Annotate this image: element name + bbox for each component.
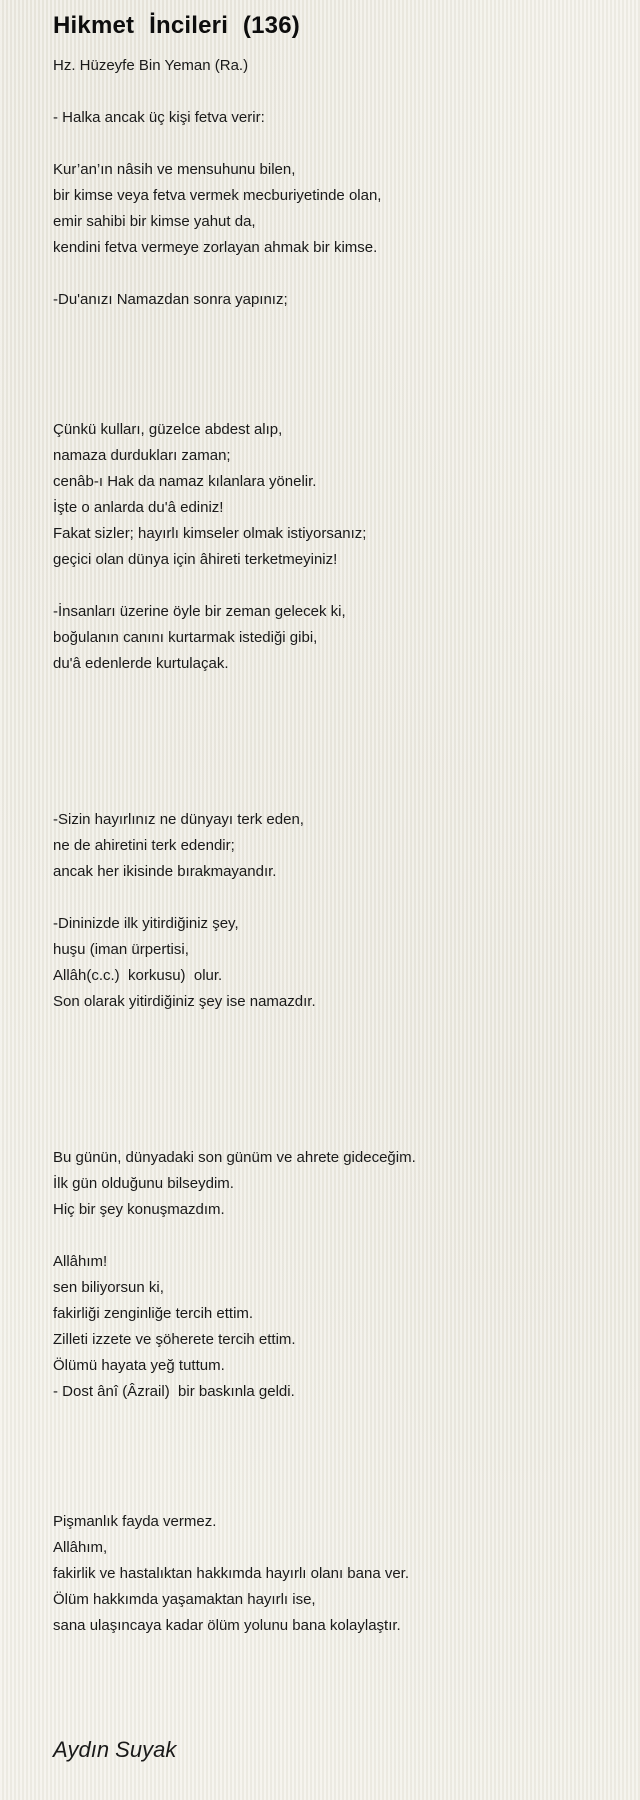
poem-blank-line xyxy=(53,1431,623,1457)
poem-blank-line xyxy=(53,573,623,599)
poem-blank-line xyxy=(53,1119,623,1145)
poem-blank-line xyxy=(53,131,623,157)
poem-title: Hikmet İncileri (136) xyxy=(53,12,300,39)
poem-blank-line xyxy=(53,755,623,781)
poem-line: -Du'anızı Namazdan sonra yapınız; xyxy=(53,291,288,308)
poem-body xyxy=(53,53,623,1639)
poem-line: - Dost ânî (Âzrail) bir baskınla geldi. xyxy=(53,1383,295,1400)
poem-line: İlk gün olduğunu bilseydim. xyxy=(53,1175,234,1192)
poem-blank-line xyxy=(53,729,623,755)
poem-line: Son olarak yitirdiğiniz şey ise namazdır. xyxy=(53,993,316,1010)
poem-line: ne de ahiretini terk edendir; xyxy=(53,837,235,854)
poem-line: -İnsanları üzerine öyle bir zeman gelecek ki, xyxy=(53,603,346,620)
poem-author: Aydın Suyak xyxy=(53,1737,177,1762)
poem-blank-line xyxy=(53,391,623,417)
poem-blank-line xyxy=(53,1093,623,1119)
poem-blank-line xyxy=(53,1067,623,1093)
poem-line: geçici olan dünya için âhireti terketmeyiniz! xyxy=(53,551,338,568)
poem-line: du'â edenlerde kurtulaçak. xyxy=(53,655,229,672)
poem-blank-line xyxy=(53,79,623,105)
poem-line: kendini fetva vermeye zorlayan ahmak bir kimse. xyxy=(53,239,378,256)
poem-line: Zilleti izzete ve şöherete tercih ettim. xyxy=(53,1331,296,1348)
poem-line: fakirliği zenginliğe tercih ettim. xyxy=(53,1305,254,1322)
poem-line: İşte o anlarda du'â ediniz! xyxy=(53,499,224,516)
poem-line: Allâhım! xyxy=(53,1253,108,1270)
poem-blank-line xyxy=(53,1223,623,1249)
poem-line: Bu günün, dünyadaki son günüm ve ahrete gideceğim. xyxy=(53,1149,416,1166)
poem-line: -Sizin hayırlınız ne dünyayı terk eden, xyxy=(53,811,304,828)
poem-line: Ölümü hayata yeğ tuttum. xyxy=(53,1357,225,1374)
poem-blank-line xyxy=(53,885,623,911)
poem-blank-line xyxy=(53,781,623,807)
poem-blank-line xyxy=(53,1457,623,1483)
poem-blank-line xyxy=(53,1483,623,1509)
poem-blank-line xyxy=(53,677,623,703)
poem-line: Fakat sizler; hayırlı kimseler olmak istiyorsanız; xyxy=(53,525,367,542)
poem-blank-line xyxy=(53,1015,623,1041)
poem-blank-line xyxy=(53,339,623,365)
poem-line: ancak her ikisinde bırakmayandır. xyxy=(53,863,277,880)
poem-line: sen biliyorsun ki, xyxy=(53,1279,164,1296)
poem-line: Pişmanlık fayda vermez. xyxy=(53,1513,217,1530)
poem-line: boğulanın canını kurtarmak istediği gibi, xyxy=(53,629,318,646)
poem-line: sana ulaşıncaya kadar ölüm yolunu bana kolaylaştır. xyxy=(53,1617,401,1634)
poem-blank-line xyxy=(53,1041,623,1067)
poem-line: bir kimse veya fetva vermek mecburiyetinde olan, xyxy=(53,187,382,204)
poem-blank-line xyxy=(53,1405,623,1431)
poem-line: emir sahibi bir kimse yahut da, xyxy=(53,213,256,230)
poem-line: - Halka ancak üç kişi fetva verir: xyxy=(53,109,265,126)
poem-line: cenâb-ı Hak da namaz kılanlara yönelir. xyxy=(53,473,317,490)
poem-line: Hiç bir şey konuşmazdım. xyxy=(53,1201,225,1218)
poem-blank-line xyxy=(53,365,623,391)
poem-line: -Dininizde ilk yitirdiğiniz şey, xyxy=(53,915,239,932)
poem-blank-line xyxy=(53,261,623,287)
poem-blank-line xyxy=(53,703,623,729)
poem-line: namaza durdukları zaman; xyxy=(53,447,231,464)
poem-line: Hz. Hüzeyfe Bin Yeman (Ra.) xyxy=(53,57,249,74)
poem-line: huşu (iman ürpertisi, xyxy=(53,941,189,958)
poem-line: Allâh(c.c.) korkusu) olur. xyxy=(53,967,223,984)
poem-line: Allâhım, xyxy=(53,1539,108,1556)
poem-line: Çünkü kulları, güzelce abdest alıp, xyxy=(53,421,283,438)
poem-blank-line xyxy=(53,313,623,339)
poem-line: Kur’an’ın nâsih ve mensuhunu bilen, xyxy=(53,161,296,178)
poem-line: fakirlik ve hastalıktan hakkımda hayırlı olanı bana ver. xyxy=(53,1565,410,1582)
poem-line: Ölüm hakkımda yaşamaktan hayırlı ise, xyxy=(53,1591,316,1608)
